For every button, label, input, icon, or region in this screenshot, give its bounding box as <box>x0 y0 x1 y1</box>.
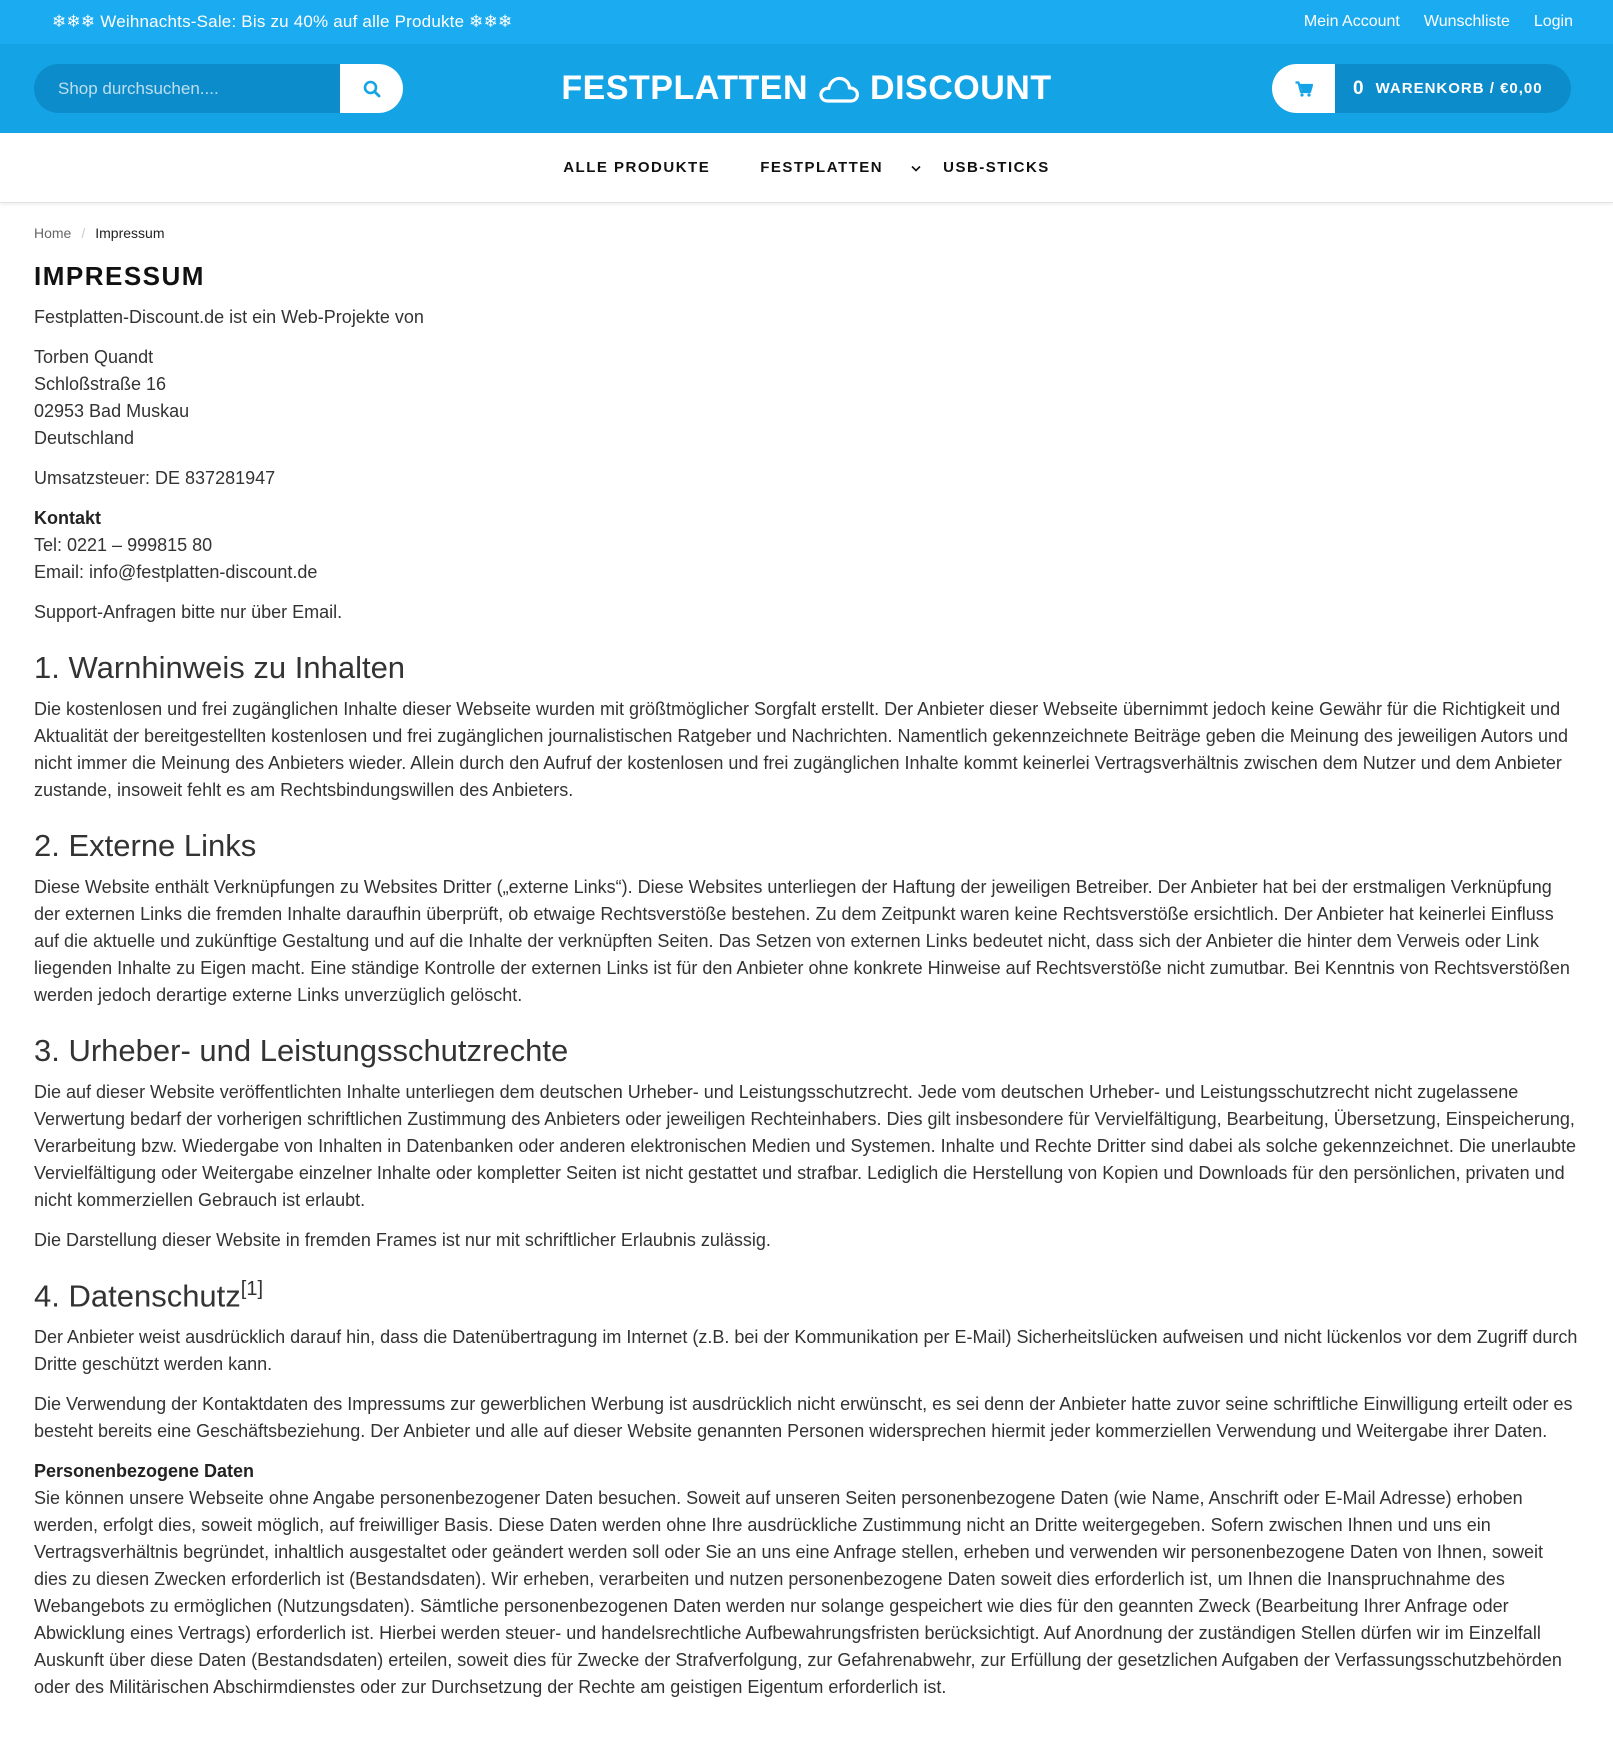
breadcrumb-home[interactable]: Home <box>34 225 72 241</box>
nav-item-all-products <box>563 159 710 176</box>
personal-data-text: Sie können unsere Webseite ohne Angabe personenbezogener Daten besuchen. Soweit auf unseren Seiten personenbezogene Daten (wie Name, Anschrift oder E-Mail Adresse) erhoben werden, erfolgt dies, soweit möglich, auf freiwilliger Basis. Diese Daten werden ohne Ihre ausdrückliche Zustimmung nicht an Dritte weitergegeben. Sofern zwischen Ihnen und uns ein Vertragsverhältnis begründet, inhaltlich ausgestaltet oder geändert werden soll oder Sie an uns eine Anfrage stellen, erheben und verwenden wir personenbezogene Daten von Ihnen, soweit dies zu diesen Zwecken erforderlich ist (Bestandsdaten). Wir erheben, verarbeiten und nutzen personenbezogene Daten soweit dies erforderlich ist, um Ihnen die Inanspruchnahme des Webangebots zu ermöglichen (Nutzungsdaten). Sämtliche personenbezogenen Daten werden nur solange gespeichert wie dies für den geannten Zweck (Bearbeitung Ihrer Anfrage oder Abwicklung eines Vertrags) erforderlich ist. Hierbei werden steuer- und handelsrechtliche Aufbewahrungsfristen berücksichtigt. Auf Anordnung der zuständigen Stellen dürfen wir im Einzelfall Auskunft über diese Daten (Bestandsdaten) erteilen, soweit dies für Zwecke der Strafverfolgung, zur Gefahrenabwehr, zur Erfüllung der gesetzlichen Aufgaben der Verfassungsschutzbehörden oder des Militärischen Abschirmdienstes oder zur Durchsetzung der Rechte am geistigen Eigentum erforderlich ist. <box>34 1488 1562 1698</box>
support-note: Support-Anfragen bitte nur über Email. <box>34 602 343 622</box>
address-name: Torben Quandt <box>34 347 154 367</box>
cart-widget[interactable] <box>1272 64 1571 113</box>
section-text-datenschutz-1: Der Anbieter weist ausdrücklich darauf hin, dass die Datenübertragung im Internet (z.B. bei der Kommunikation per E-Mail) Sicherheitslücken aufweisen und nicht lückenlos vor dem Zugriff durch Dritte geschützt werden kann. <box>34 1327 1578 1375</box>
promo-text: ❄❄❄ Weihnachts-Sale: Bis zu 40% auf alle Produkte ❄❄❄ <box>52 12 513 31</box>
contact-email: Email: info@festplatten-discount.de <box>34 562 318 582</box>
chevron-down-icon[interactable] <box>911 160 921 175</box>
cart-count: 0 <box>1353 77 1364 99</box>
section-text-externe-links: Diese Website enthält Verknüpfungen zu Websites Dritter („externe Links“). Diese Websites unterliegen der Haftung der jeweiligen Betreiber. Der Anbieter hat bei der erstmaligen Verknüpfung der externen Links die fremden Inhalte daraufhin überprüft, ob etwaige Rechtsverstöße bestehen. Zu dem Zeitpunkt waren keine Rechtsverstöße ersichtlich. Der Anbieter hat keinerlei Einfluss auf die aktuelle und zukünftige Gestaltung und auf die Inhalte der verknüpften Seiten. Das Setzen von externen Links bedeutet nicht, dass sich der Anbieter die hinter dem Verweis oder Link liegenden Inhalte zu Eigen macht. Eine ständige Kontrolle der externen Links ist für den Anbieter ohne konkrete Hinweise auf Rechtsverstöße nicht zumutbar. Bei Kenntnis von Rechtsverstößen werden jedoch derartige externe Links unverzüglich gelöscht. <box>34 877 1570 1005</box>
search-icon <box>363 80 381 98</box>
logo-text-left: FESTPLATTEN <box>561 69 809 107</box>
main-nav <box>0 133 1613 203</box>
section-heading-urheberrecht: 3. Urheber- und Leistungsschutzrechte <box>34 1033 569 1068</box>
section-text-warnhinweis: Die kostenlosen und frei zugänglichen Inhalte dieser Webseite wurden mit größtmöglicher Sorgfalt erstellt. Der Anbieter dieser Webseite übernimmt jedoch keine Gewähr für die Richtigkeit und Aktualität der bereitgestellten kostenlosen und frei zugänglichen journalistischen Ratgeber und Nachrichten. Namentlich gekennzeichnete Beiträge geben die Meinung des jeweiligen Autors und nicht immer die Meinung des Anbieters wieder. Allein durch den Aufruf der kostenlosen und frei zugänglichen Inhalte kommt keinerlei Vertragsverhältnis zwischen dem Nutzer und dem Anbieter zustande, insoweit fehlt es am Rechtsbindungswillen des Anbieters. <box>34 699 1568 800</box>
nav-link-all-products[interactable]: ALLE PRODUKTE <box>563 159 711 176</box>
vat-id: Umsatzsteuer: DE 837281947 <box>34 468 276 488</box>
nav-link-usb-sticks[interactable]: USB-STICKS <box>943 159 1050 176</box>
contact-phone: Tel: 0221 – 999815 80 <box>34 535 213 555</box>
search-bar <box>34 64 403 113</box>
search-button[interactable] <box>340 64 403 113</box>
address-block <box>34 344 1579 452</box>
contact-heading: Kontakt <box>34 508 101 528</box>
cloud-icon <box>818 74 860 104</box>
breadcrumb-current: Impressum <box>95 225 165 241</box>
datenschutz-heading-text: 4. Datenschutz <box>34 1278 241 1314</box>
cart-total-label: WARENKORB / €0,00 <box>1375 80 1543 97</box>
section-text-datenschutz-2: Die Verwendung der Kontaktdaten des Impressums zur gewerblichen Werbung ist ausdrücklich nicht erwünscht, es sei denn der Anbieter hatte zuvor seine schriftliche Einwilligung erteilt oder es besteht bereits eine Geschäftsbeziehung. Der Anbieter und alle auf dieser Website genannten Personen widersprechen hiermit jeder kommerziellen Verwendung und Weitergabe ihrer Daten. <box>34 1394 1573 1442</box>
contact-block <box>34 505 1579 586</box>
address-street: Schloßstraße 16 <box>34 374 167 394</box>
breadcrumb <box>34 225 1579 241</box>
address-city: 02953 Bad Muskau <box>34 401 190 421</box>
section-heading-warnhinweis: 1. Warnhinweis zu Inhalten <box>34 650 406 685</box>
my-account-link[interactable]: Mein Account <box>1303 13 1400 30</box>
section-text-urheberrecht: Die auf dieser Website veröffentlichten Inhalte unterliegen dem deutschen Urheber- und Leistungsschutzrecht. Jede vom deutschen Urheber- und Leistungsschutzrecht nicht zugelassene Verwertung bedarf der vorherigen schriftlichen Zustimmung des Anbieters oder jeweiligen Rechteinhabers. Dies gilt insbesondere für Vervielfältigung, Bearbeitung, Übersetzung, Einspeicherung, Verarbeitung bzw. Wiedergabe von Inhalten in Datenbanken oder anderen elektronischen Medien und Systemen. Inhalte und Rechte Dritter sind dabei als solche gekennzeichnet. Die unerlaubte Vervielfältigung oder Weitergabe einzelner Inhalte oder kompletter Seiten ist nicht gestattet und strafbar. Lediglich die Herstellung von Kopien und Downloads für den persönlichen, privaten und nicht kommerziellen Gebrauch ist erlaubt. <box>34 1082 1576 1210</box>
nav-item-usb-sticks <box>943 159 1050 176</box>
personal-data-block <box>34 1458 1579 1701</box>
site-logo[interactable] <box>561 69 1051 108</box>
cart-summary[interactable] <box>1335 64 1571 113</box>
footnote-ref[interactable]: [1] <box>240 1278 264 1300</box>
section-heading-externe-links: 2. Externe Links <box>34 828 257 863</box>
logo-text-right: DISCOUNT <box>870 69 1052 107</box>
intro-text: Festplatten-Discount.de ist ein Web-Projekte von <box>34 307 424 327</box>
nav-link-festplatten[interactable]: FESTPLATTEN <box>760 159 884 176</box>
login-link[interactable]: Login <box>1533 13 1573 30</box>
page-title: IMPRESSUM <box>34 261 205 291</box>
wishlist-link[interactable]: Wunschliste <box>1423 13 1510 30</box>
breadcrumb-separator: / <box>81 225 86 241</box>
cart-button[interactable] <box>1272 64 1335 113</box>
cart-icon <box>1295 81 1313 97</box>
section-heading-datenschutz <box>34 1278 1579 1314</box>
page-content <box>0 203 1613 1701</box>
section-text-frames: Die Darstellung dieser Website in fremden Frames ist nur mit schriftlicher Erlaubnis zulässig. <box>34 1230 771 1250</box>
promo-bar <box>0 0 1613 44</box>
search-input[interactable] <box>34 64 340 113</box>
site-header <box>0 44 1613 133</box>
nav-item-festplatten <box>760 159 943 176</box>
account-links <box>1304 13 1573 31</box>
address-country: Deutschland <box>34 428 135 448</box>
personal-data-heading: Personenbezogene Daten <box>34 1461 255 1482</box>
